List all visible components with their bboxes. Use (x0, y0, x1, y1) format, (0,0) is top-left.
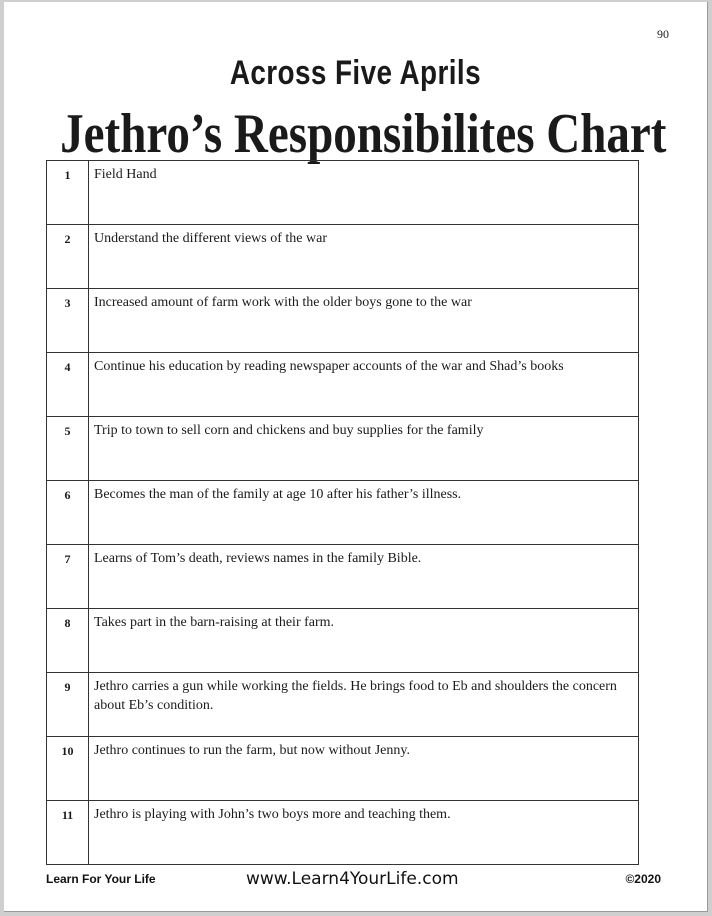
document-page (4, 2, 708, 912)
row-number: 10 (47, 737, 89, 801)
row-number: 1 (47, 161, 89, 225)
row-number: 11 (47, 801, 89, 865)
row-number: 3 (47, 289, 89, 353)
book-title: Across Five Aprils (229, 54, 481, 92)
row-responsibility: Learns of Tom’s death, reviews names in the family Bible. (89, 545, 639, 609)
row-number: 8 (47, 609, 89, 673)
row-responsibility: Trip to town to sell corn and chickens and buy supplies for the family (89, 417, 639, 481)
row-responsibility: Jethro is playing with John’s two boys more and teaching them. (89, 801, 639, 865)
row-number: 5 (47, 417, 89, 481)
row-number: 7 (47, 545, 89, 609)
table-row (47, 225, 639, 289)
row-responsibility: Continue his education by reading newspaper accounts of the war and Shad’s books (89, 353, 639, 417)
footer-website-link[interactable]: www.Learn4YourLife.com (246, 869, 459, 889)
page-number: 90 (657, 27, 669, 41)
table-row (47, 673, 639, 737)
row-number: 4 (47, 353, 89, 417)
row-responsibility: Takes part in the barn-raising at their farm. (89, 609, 639, 673)
table-row (47, 417, 639, 481)
row-number: 9 (47, 673, 89, 737)
row-responsibility: Increased amount of farm work with the older boys gone to the war (89, 289, 639, 353)
row-number: 2 (47, 225, 89, 289)
table-body (47, 161, 639, 865)
table-row (47, 737, 639, 801)
row-responsibility: Jethro continues to run the farm, but now without Jenny. (89, 737, 639, 801)
responsibilities-table (46, 160, 639, 865)
row-responsibility: Becomes the man of the family at age 10 after his father’s illness. (89, 481, 639, 545)
footer-copyright: ©2020 (625, 872, 661, 886)
row-number: 6 (47, 481, 89, 545)
table-row (47, 353, 639, 417)
table-row (47, 801, 639, 865)
footer-brand: Learn For Your Life (46, 872, 156, 886)
table-row (47, 161, 639, 225)
row-responsibility: Jethro carries a gun while working the fields. He brings food to Eb and shoulders the concern about Eb’s condition. (89, 673, 639, 737)
table-row (47, 289, 639, 353)
row-responsibility: Field Hand (89, 161, 639, 225)
row-responsibility: Understand the different views of the war (89, 225, 639, 289)
table-row (47, 545, 639, 609)
table-row (47, 481, 639, 545)
table-row (47, 609, 639, 673)
chart-title: Jethro’s Responsibilites Chart (60, 103, 667, 165)
